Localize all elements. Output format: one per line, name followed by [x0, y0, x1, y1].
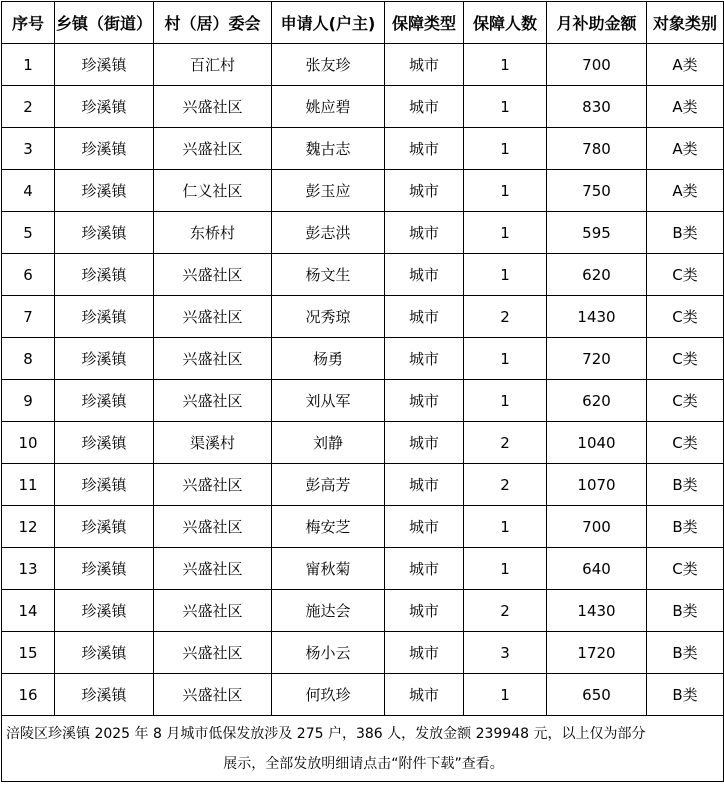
cell-col-count: 1	[464, 548, 547, 590]
cell-col-village: 兴盛社区	[154, 632, 272, 674]
header-col-category: 对象类别	[647, 2, 724, 44]
document-page	[1, 1, 723, 784]
table-row	[2, 464, 724, 506]
table-header-row	[2, 2, 724, 44]
cell-col-applicant: 杨勇	[272, 338, 385, 380]
cell-col-applicant: 刘从军	[272, 380, 385, 422]
cell-col-count: 1	[464, 674, 547, 716]
cell-col-town: 珍溪镇	[55, 212, 154, 254]
header-col-type: 保障类型	[385, 2, 464, 44]
cell-col-type: 城市	[385, 44, 464, 86]
table-row	[2, 44, 724, 86]
cell-col-category: B类	[647, 506, 724, 548]
cell-col-index: 7	[2, 296, 55, 338]
table-row	[2, 632, 724, 674]
cell-col-applicant: 杨文生	[272, 254, 385, 296]
table-row	[2, 674, 724, 716]
cell-col-applicant: 张友珍	[272, 44, 385, 86]
cell-col-amount: 830	[547, 86, 647, 128]
cell-col-category: B类	[647, 212, 724, 254]
cell-col-index: 15	[2, 632, 55, 674]
cell-col-amount: 1040	[547, 422, 647, 464]
cell-col-village: 兴盛社区	[154, 464, 272, 506]
cell-col-category: A类	[647, 86, 724, 128]
cell-col-applicant: 彭志洪	[272, 212, 385, 254]
table-row	[2, 422, 724, 464]
table-row	[2, 254, 724, 296]
header-col-amount: 月补助金额	[547, 2, 647, 44]
cell-col-category: C类	[647, 422, 724, 464]
table-row	[2, 296, 724, 338]
cell-col-village: 兴盛社区	[154, 128, 272, 170]
cell-col-town: 珍溪镇	[55, 128, 154, 170]
cell-col-town: 珍溪镇	[55, 590, 154, 632]
cell-col-count: 1	[464, 506, 547, 548]
header-col-village: 村（居）委会	[154, 2, 272, 44]
cell-col-village: 兴盛社区	[154, 296, 272, 338]
cell-col-village: 仁义社区	[154, 170, 272, 212]
cell-col-category: B类	[647, 674, 724, 716]
cell-col-village: 兴盛社区	[154, 86, 272, 128]
table-row	[2, 170, 724, 212]
cell-col-index: 9	[2, 380, 55, 422]
cell-col-applicant: 魏古志	[272, 128, 385, 170]
cell-col-index: 1	[2, 44, 55, 86]
cell-col-amount: 595	[547, 212, 647, 254]
cell-col-type: 城市	[385, 590, 464, 632]
cell-col-town: 珍溪镇	[55, 254, 154, 296]
cell-col-index: 3	[2, 128, 55, 170]
cell-col-index: 5	[2, 212, 55, 254]
table-row	[2, 548, 724, 590]
cell-col-category: A类	[647, 128, 724, 170]
cell-col-count: 1	[464, 128, 547, 170]
table-footer-row	[2, 716, 724, 782]
cell-col-count: 1	[464, 380, 547, 422]
cell-col-category: C类	[647, 296, 724, 338]
cell-col-type: 城市	[385, 674, 464, 716]
cell-col-index: 6	[2, 254, 55, 296]
cell-col-town: 珍溪镇	[55, 548, 154, 590]
cell-col-amount: 640	[547, 548, 647, 590]
cell-col-category: A类	[647, 170, 724, 212]
cell-col-category: B类	[647, 590, 724, 632]
cell-col-type: 城市	[385, 170, 464, 212]
header-col-town: 乡镇（街道）	[55, 2, 154, 44]
cell-col-category: C类	[647, 548, 724, 590]
cell-col-category: A类	[647, 44, 724, 86]
header-col-count: 保障人数	[464, 2, 547, 44]
cell-col-town: 珍溪镇	[55, 380, 154, 422]
table-row	[2, 380, 724, 422]
cell-col-town: 珍溪镇	[55, 86, 154, 128]
header-col-index: 序号	[2, 2, 55, 44]
table-row	[2, 212, 724, 254]
cell-col-village: 兴盛社区	[154, 674, 272, 716]
cell-col-amount: 750	[547, 170, 647, 212]
cell-col-type: 城市	[385, 212, 464, 254]
cell-col-count: 1	[464, 86, 547, 128]
cell-col-village: 兴盛社区	[154, 338, 272, 380]
cell-col-count: 2	[464, 590, 547, 632]
table-row	[2, 506, 724, 548]
cell-col-amount: 1070	[547, 464, 647, 506]
cell-col-amount: 1430	[547, 590, 647, 632]
cell-col-category: C类	[647, 254, 724, 296]
cell-col-town: 珍溪镇	[55, 464, 154, 506]
table-row	[2, 128, 724, 170]
cell-col-village: 兴盛社区	[154, 254, 272, 296]
cell-col-town: 珍溪镇	[55, 338, 154, 380]
cell-col-applicant: 彭玉应	[272, 170, 385, 212]
table-row	[2, 590, 724, 632]
cell-col-village: 兴盛社区	[154, 380, 272, 422]
cell-col-count: 2	[464, 296, 547, 338]
cell-col-amount: 700	[547, 506, 647, 548]
cell-col-type: 城市	[385, 86, 464, 128]
cell-col-index: 16	[2, 674, 55, 716]
cell-col-count: 2	[464, 422, 547, 464]
cell-col-applicant: 施达会	[272, 590, 385, 632]
cell-col-town: 珍溪镇	[55, 674, 154, 716]
table-row	[2, 86, 724, 128]
cell-col-index: 10	[2, 422, 55, 464]
cell-col-applicant: 姚应碧	[272, 86, 385, 128]
cell-col-type: 城市	[385, 338, 464, 380]
cell-col-applicant: 况秀琼	[272, 296, 385, 338]
cell-col-applicant: 刘静	[272, 422, 385, 464]
cell-col-amount: 1430	[547, 296, 647, 338]
cell-col-type: 城市	[385, 548, 464, 590]
cell-col-amount: 650	[547, 674, 647, 716]
table-body	[2, 44, 724, 716]
cell-col-type: 城市	[385, 422, 464, 464]
cell-col-type: 城市	[385, 254, 464, 296]
cell-col-village: 东桥村	[154, 212, 272, 254]
cell-col-amount: 720	[547, 338, 647, 380]
cell-col-village: 兴盛社区	[154, 506, 272, 548]
cell-col-index: 12	[2, 506, 55, 548]
cell-col-index: 13	[2, 548, 55, 590]
cell-col-type: 城市	[385, 380, 464, 422]
cell-col-village: 兴盛社区	[154, 590, 272, 632]
cell-col-category: B类	[647, 632, 724, 674]
cell-col-type: 城市	[385, 506, 464, 548]
cell-col-count: 2	[464, 464, 547, 506]
cell-col-applicant: 杨小云	[272, 632, 385, 674]
cell-col-town: 珍溪镇	[55, 296, 154, 338]
cell-col-applicant: 梅安芝	[272, 506, 385, 548]
cell-col-index: 11	[2, 464, 55, 506]
header-col-applicant: 申请人(户主)	[272, 2, 385, 44]
cell-col-applicant: 甯秋菊	[272, 548, 385, 590]
cell-col-index: 4	[2, 170, 55, 212]
cell-col-category: B类	[647, 464, 724, 506]
cell-col-amount: 620	[547, 254, 647, 296]
cell-col-village: 渠溪村	[154, 422, 272, 464]
cell-col-amount: 1720	[547, 632, 647, 674]
cell-col-count: 3	[464, 632, 547, 674]
cell-col-count: 1	[464, 44, 547, 86]
cell-col-town: 珍溪镇	[55, 422, 154, 464]
cell-col-type: 城市	[385, 128, 464, 170]
cell-col-amount: 620	[547, 380, 647, 422]
footer-note	[2, 716, 724, 782]
cell-col-type: 城市	[385, 296, 464, 338]
cell-col-type: 城市	[385, 632, 464, 674]
cell-col-village: 兴盛社区	[154, 548, 272, 590]
cell-col-index: 2	[2, 86, 55, 128]
cell-col-category: C类	[647, 338, 724, 380]
cell-col-applicant: 彭高芳	[272, 464, 385, 506]
cell-col-amount: 780	[547, 128, 647, 170]
footer-note-line2: 展示，全部发放明细请点击“附件下载”查看。	[223, 755, 504, 772]
table-row	[2, 338, 724, 380]
cell-col-town: 珍溪镇	[55, 170, 154, 212]
footer-note-line1: 涪陵区珍溪镇 2025 年 8 月城市低保发放涉及 275 户，386 人，发放金额 239948 元，以上仅为部分	[6, 725, 646, 742]
cell-col-count: 1	[464, 212, 547, 254]
cell-col-index: 14	[2, 590, 55, 632]
cell-col-village: 百汇村	[154, 44, 272, 86]
cell-col-applicant: 何玖珍	[272, 674, 385, 716]
cell-col-count: 1	[464, 338, 547, 380]
cell-col-town: 珍溪镇	[55, 506, 154, 548]
cell-col-count: 1	[464, 254, 547, 296]
cell-col-town: 珍溪镇	[55, 44, 154, 86]
subsidy-table	[1, 1, 724, 782]
cell-col-amount: 700	[547, 44, 647, 86]
cell-col-category: C类	[647, 380, 724, 422]
cell-col-town: 珍溪镇	[55, 632, 154, 674]
cell-col-count: 1	[464, 170, 547, 212]
cell-col-index: 8	[2, 338, 55, 380]
cell-col-type: 城市	[385, 464, 464, 506]
